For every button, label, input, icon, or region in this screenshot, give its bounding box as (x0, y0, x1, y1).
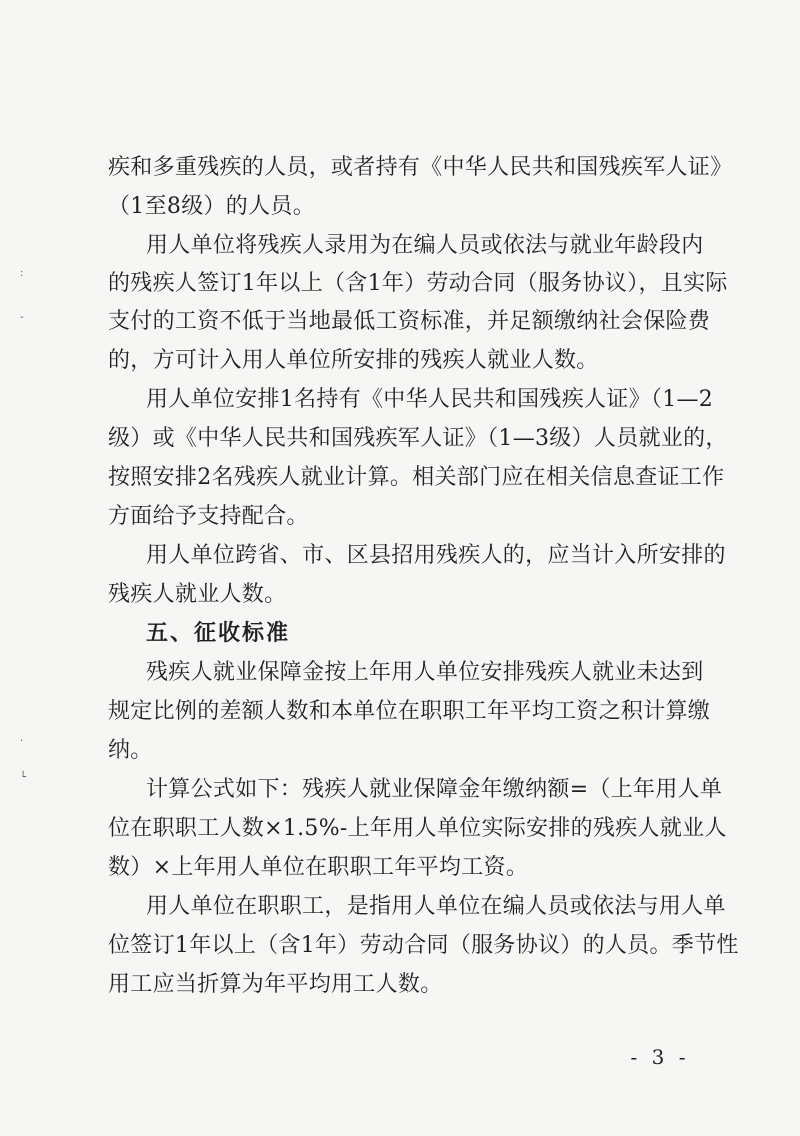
text-line: 数）×上年用人单位在职职工年平均工资。 (108, 855, 529, 880)
page-number: - 3 - (630, 1045, 690, 1069)
text-line: 级）或《中华人民共和国残疾军人证》（1—3级）人员就业的， (108, 426, 728, 451)
paragraph-start: 用人单位将残疾人录用为在编人员或依法与就业年龄段内 (146, 233, 704, 258)
text-line: 支付的工资不低于当地最低工资标准，并足额缴纳社会保险费 (108, 309, 711, 334)
text-line: 按照安排2名残疾人就业计算。相关部门应在相关信息查证工作 (108, 465, 725, 490)
text-line: 疾和多重残疾的人员，或者持有《中华人民共和国残疾军人证》 (108, 155, 733, 180)
section-heading: 五、征收标准 (146, 621, 291, 646)
text-line: 方面给予支持配合。 (108, 504, 309, 529)
paragraph-start: 计算公式如下：残疾人就业保障金年缴纳额=（上年用人单 (146, 777, 723, 802)
text-line: 的残疾人签订1年以上（含1年）劳动合同（服务协议），且实际 (108, 271, 728, 296)
text-line: 位在职职工人数×1.5%-上年用人单位实际安排的残疾人就业人 (108, 816, 727, 841)
text-line: 规定比例的差额人数和本单位在职职工年平均工资之积计算缴 (108, 699, 711, 724)
paragraph-start: 用人单位跨省、市、区县招用残疾人的，应当计入所安排的 (146, 543, 726, 568)
paragraph-start: 用人单位安排1名持有《中华人民共和国残疾人证》（1—2 (146, 387, 714, 412)
text-line: 用工应当折算为年平均用工人数。 (108, 972, 443, 997)
paragraph-start: 用人单位在职职工，是指用人单位在编人员或依法与用人单 (146, 894, 726, 919)
text-line: （1至8级）的人员。 (108, 194, 315, 219)
text-line: 纳。 (108, 738, 153, 763)
margin-mark: └ (20, 772, 27, 783)
text-line: 位签订1年以上（含1年）劳动合同（服务协议）的人员。季节性 (108, 933, 739, 958)
margin-mark: · (20, 736, 24, 747)
text-line: 残疾人就业人数。 (108, 582, 287, 607)
text-line: 的，方可计入用人单位所安排的残疾人就业人数。 (108, 348, 599, 373)
paragraph-start: 残疾人就业保障金按上年用人单位安排残疾人就业未达到 (146, 660, 704, 685)
margin-mark: : (20, 268, 24, 279)
margin-mark: - (20, 312, 24, 323)
